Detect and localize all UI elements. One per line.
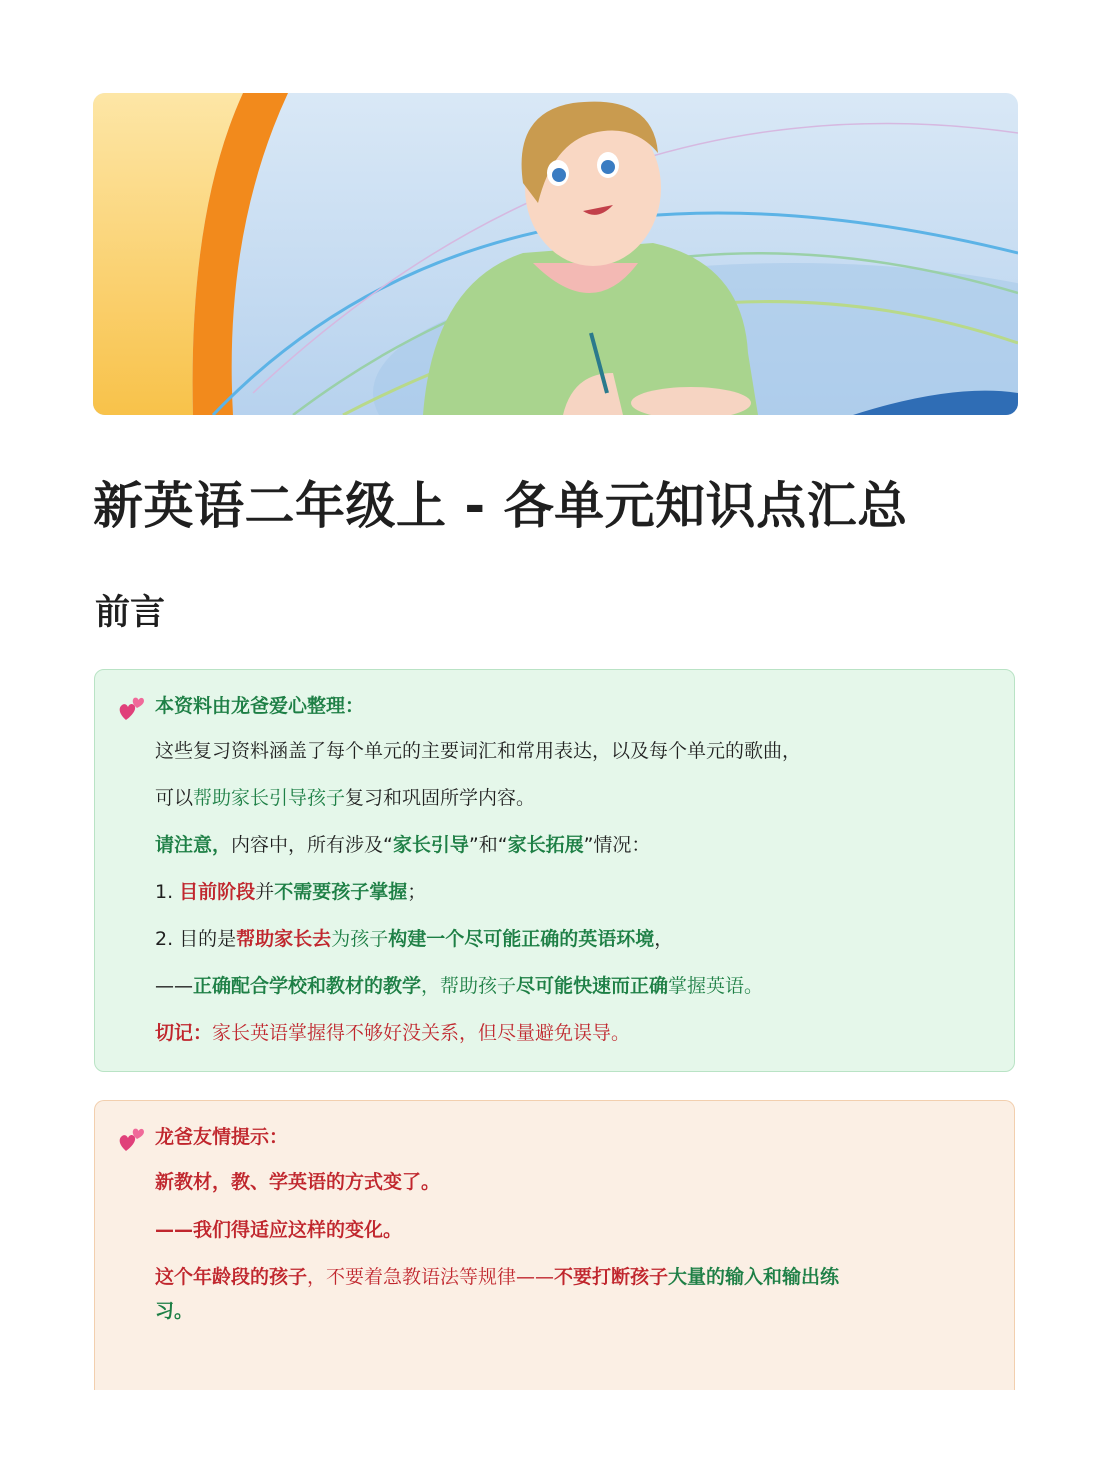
highlight-green: 为孩子 — [331, 928, 389, 950]
text-segment: ； — [407, 881, 427, 903]
callout-line — [155, 1260, 974, 1328]
callout-line — [155, 968, 974, 1004]
highlight-red-bold: 目前阶段 — [179, 881, 256, 903]
callout-heading: 龙爸友情提示： — [155, 1126, 289, 1148]
highlight-green-bold: 大量的输入和输出练 — [668, 1266, 840, 1288]
text-segment: —— — [155, 975, 193, 997]
highlight-green-bold: 尽可能快速而正确 — [516, 975, 669, 997]
highlight-red-bold: 这个年龄段的孩子 — [155, 1266, 308, 1288]
text-segment: 2. 目的是 — [155, 928, 237, 950]
text-segment: 复习和巩固所学内容。 — [345, 787, 536, 809]
note-callout-green — [94, 669, 1015, 1072]
callout-line — [155, 874, 974, 910]
highlight-green-bold: 家长引导 — [392, 834, 469, 856]
page-title: 新英语二年级上 - 各单元知识点汇总 — [93, 477, 908, 535]
highlight-green-bold: 正确配合学校和教材的教学 — [193, 975, 422, 997]
highlight-red-bold: 帮助家长去 — [236, 928, 332, 950]
highlight-green: 帮助家长引导孩子 — [193, 787, 346, 809]
text-segment: ， — [654, 928, 674, 950]
highlight-red-bold: 我们得适应这样的变化。 — [193, 1219, 403, 1241]
highlight-green-bold: 家长拓展 — [507, 834, 584, 856]
highlight-green-bold: 习。 — [155, 1300, 194, 1322]
text-segment: ”情况： — [583, 834, 651, 856]
highlight-red: 家长英语掌握得不够好没关系，但尽量避免误导。 — [212, 1022, 631, 1044]
highlight-red-bold: 不要打断孩子 — [554, 1266, 669, 1288]
highlight-red-bold: —— — [155, 1219, 193, 1241]
tip-callout-orange — [94, 1100, 1015, 1390]
highlight-red: ，不要着急教语法等规律—— — [307, 1266, 555, 1288]
callout-heading: 本资料由龙爸爱心整理： — [155, 695, 365, 717]
highlight-red-bold: 切记： — [155, 1022, 213, 1044]
two-hearts-icon — [117, 692, 147, 722]
highlight-green-bold: 不需要孩子掌握 — [274, 881, 408, 903]
callout-line — [155, 780, 974, 816]
callout-line — [155, 1212, 974, 1248]
text-segment: 可以 — [155, 787, 194, 809]
callout-line — [155, 921, 974, 957]
text-segment: 1. — [155, 881, 180, 903]
highlight-green-bold: 请注意， — [155, 834, 232, 856]
highlight-green: ，帮助孩子 — [421, 975, 517, 997]
callout-line: 新教材，教、学英语的方式变了。 — [155, 1171, 441, 1193]
text-segment: ”和“ — [468, 834, 508, 856]
callout-line — [155, 1015, 974, 1051]
highlight-green: 掌握英语。 — [668, 975, 764, 997]
text-segment: 并 — [255, 881, 275, 903]
two-hearts-icon — [117, 1123, 147, 1153]
child-writing-illustration — [93, 93, 1018, 415]
callout-line: 这些复习资料涵盖了每个单元的主要词汇和常用表达，以及每个单元的歌曲， — [155, 740, 802, 762]
highlight-green-bold: 构建一个尽可能正确的英语环境 — [388, 928, 655, 950]
section-title: 前言 — [95, 593, 166, 633]
banner-image — [93, 93, 1018, 415]
text-segment: 内容中，所有涉及“ — [231, 834, 393, 856]
callout-line — [155, 827, 974, 863]
